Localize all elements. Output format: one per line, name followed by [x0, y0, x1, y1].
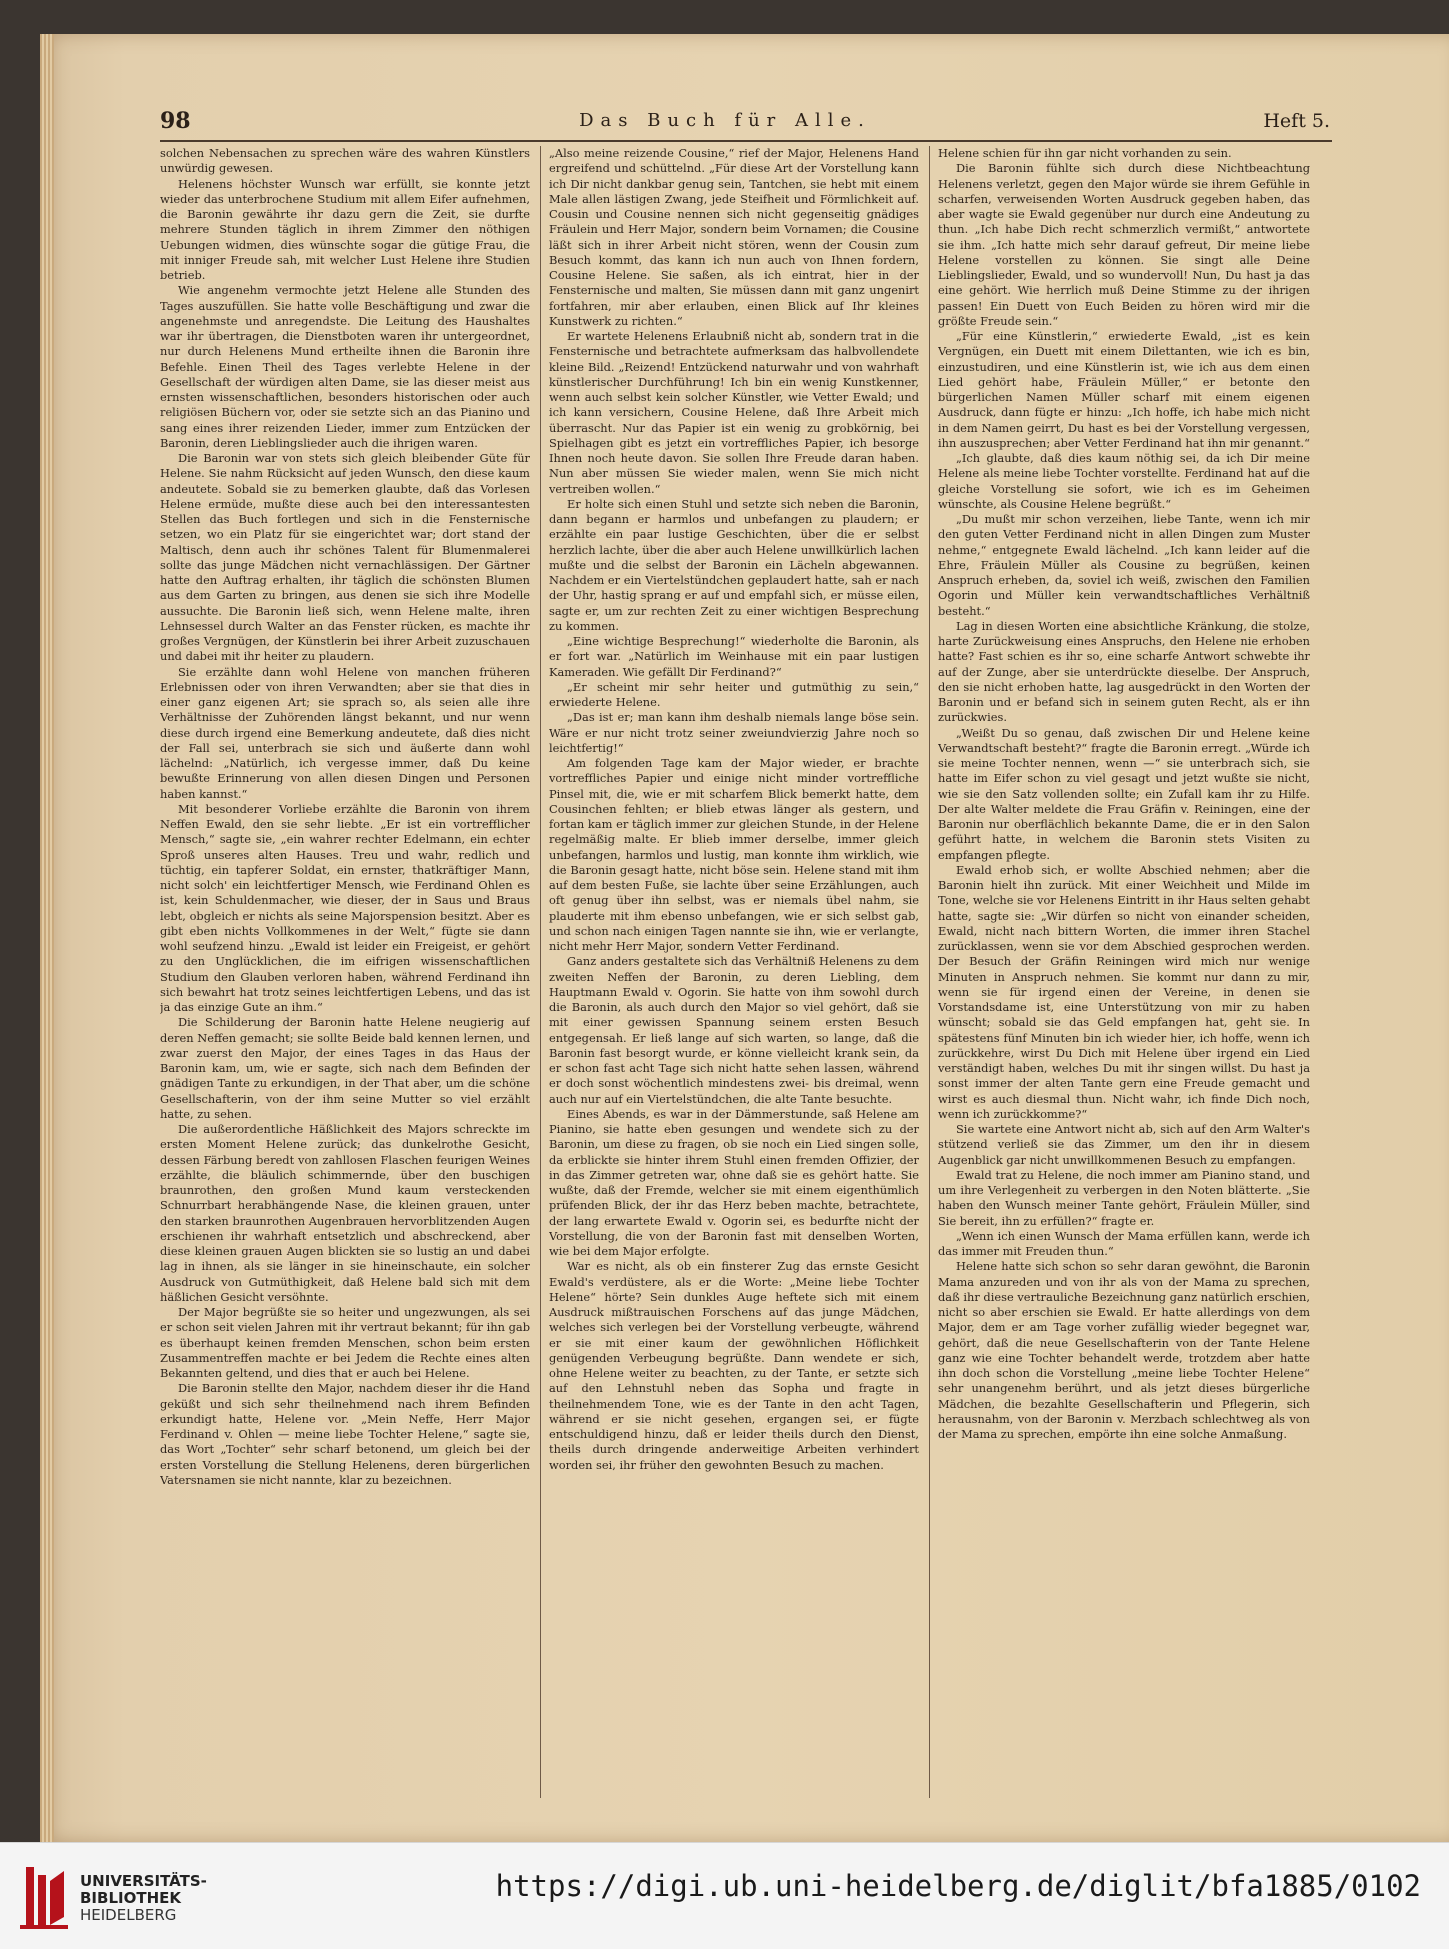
paragraph: Er holte sich einen Stuhl und setzte sich neben die Baronin, dann begann er harmlos und unbefangen zu plaudern; er erzählte ein paar lustige Geschichten, über die er selbst herzlich lachte, über die aber auch Helene unwillkürlich lachen mußte und die selbst der Baronin ein Lächeln abgewannen. Nachdem er ein Viertelstündchen geplaudert hatte, sah er nach der Uhr, hastig sprang er auf und empfahl sich, er müsse eilen, sagte er, um zur rechten Zeit zu einer wichtigen Besprechung zu kommen.	[549, 496, 919, 633]
paragraph: Ewald erhob sich, er wollte Abschied nehmen; aber die Baronin hielt ihn zurück. Mit einer Weichheit und Milde im Tone, welche sie vor Helenens Eintritt in ihr Haus selten gehabt hatte, sagte sie: „Wir dürfen so nicht von einander scheiden, Ewald, nicht nach bittern Worten, die immer ihren Stachel zurücklassen, wenn sie vor dem Abschied gesprochen werden. Der Besuch der Gräfin Reiningen wird mich nur wenige Minuten in Anspruch nehmen. Sie kommt nur dann zu mir, wenn sie für irgend einen der Vereine, in denen sie Vorstandsdame ist, eine Unterstützung von mir zu haben wünscht; sobald sie das Geld empfangen hat, geht sie. In spätestens fünf Minuten bin ich wieder hier, ich hoffe, wenn ich zurückkehre, wirst Du Dich mit Helene über irgend ein Lied verständigt haben, welches Du mit ihr singen willst. Du hast ja sonst immer der alten Tante gern eine Freude gemacht und wirst es auch diesmal thun. Nicht wahr, ich finde Dich noch, wenn ich zurückkomme?“	[938, 862, 1310, 1121]
text-column-middle	[549, 146, 919, 1798]
paragraph: Sie erzählte dann wohl Helene von manchen früheren Erlebnissen oder von ihren Verwandten; aber sie that dies in einer ganz eigenen Art; sie sprach so, als seien alle ihre Verhältnisse der Zuhörenden längst bekannt, und nur wenn diese durch irgend eine Bemerkung andeutete, daß dies nicht der Fall sei, unterbrach sie sich und äußerte dann wohl lächelnd: „Natürlich, ich vergesse immer, daß Du keine bewußte Erinnerung von allen diesen Dingen und Personen haben kannst.“	[160, 664, 530, 801]
paragraph: Helenens höchster Wunsch war erfüllt, sie konnte jetzt wieder das unterbrochene Studium mit allem Eifer aufnehmen, die Baronin gewährte ihr dazu gern die Zeit, sie durfte mehrere Stunden täglich in ihrem Zimmer den nöthigen Uebungen widmen, dies wünschte sogar die gütige Frau, die mit inniger Freude sah, mit welcher Lust Helene ihre Studien betrieb.	[160, 176, 530, 282]
paragraph: „Du mußt mir schon verzeihen, liebe Tante, wenn ich mir den guten Vetter Ferdinand nicht in allen Dingen zum Muster nehme,“ entgegnete Ewald lächelnd. „Ich kann leider auf die Ehre, Fräulein Müller als Cousine zu begrüßen, keinen Anspruch erheben, da, soviel ich weiß, zwischen den Familien Ogorin und Müller kein verwandtschaftliches Verhältniß besteht.“	[938, 512, 1310, 618]
magazine-title: Das Buch für Alle.	[579, 110, 871, 131]
paragraph: Lag in diesen Worten eine absichtliche Kränkung, die stolze, harte Zurückweisung eines Anspruchs, den Helene nie erhoben hatte? Fast schien es ihr so, eine scharfe Antwort schwebte ihr auf der Zunge, aber sie unterdrückte dieselbe. Der Anspruch, den sie nicht erhoben hatte, lag ausgedrückt in den Worten der Baronin und er befand sich in seinem guten Recht, als er ihn zurückwies.	[938, 618, 1310, 725]
paragraph: „Also meine reizende Cousine,“ rief der Major, Helenens Hand ergreifend und schüttelnd. „Für diese Art der Vorstellung kann ich Dir nicht dankbar genug sein, Tantchen, sie hebt mit einem Male allen lästigen Zwang, jede Steifheit und Förmlichkeit auf. Cousin und Cousine nennen sich nicht gegenseitig gnädiges Fräulein und Herr Major, sondern beim Vornamen; die Cousine läßt sich in ihrer Arbeit nicht stören, wenn der Cousin zum Besuch kommt, das kann ich nun auch von Ihnen fordern, Cousine Helene. Sie saßen, als ich eintrat, hier in der Fensternische und malten, Sie müssen dann mit ganz ungenirt fortfahren, mir aber erlauben, einen Blick auf Ihr kleines Kunstwerk zu richten.“	[549, 146, 919, 328]
paragraph: Helene schien für ihn gar nicht vorhanden zu sein.	[938, 146, 1232, 160]
paragraph: Mit besonderer Vorliebe erzählte die Baronin von ihrem Neffen Ewald, den sie sehr liebte. „Er ist ein vortrefflicher Mensch,“ sagte sie, „ein wahrer rechter Edelmann, ein echter Sproß unseres alten Hauses. Treu und wahr, redlich und tüchtig, ein tapferer Soldat, ein ernster, thatkräftiger Mann, nicht solch' ein leichtfertiger Mensch, wie Ferdinand Ohlen es ist, kein Schuldenmacher, wie dieser, der in Saus und Braus lebt, obgleich er nichts als seine Majorspension besitzt. Aber es gibt eben nichts Vollkommenes in der Welt,“ fügte sie dann wohl seufzend hinzu. „Ewald ist leider ein Freigeist, er gehört zu den Unglücklichen, die im eifrigen wissenschaftlichen Studium den Glauben verloren haben, während Ferdinand ihn sich bewahrt hat trotz seines leichtfertigen Lebens, und das ist ja das einzige Gute an ihm.“	[160, 801, 530, 1014]
paragraph: „Wenn ich einen Wunsch der Mama erfüllen kann, werde ich das immer mit Freuden thun.“	[938, 1228, 1310, 1258]
text-column-right	[938, 146, 1310, 1798]
issue-label: Heft 5.	[1263, 110, 1330, 132]
permalink-url[interactable]: https://digi.ub.uni-heidelberg.de/diglit/bfa1885/0102	[495, 1869, 1421, 1903]
library-name[interactable]	[80, 1873, 207, 1924]
page-number: 98	[160, 108, 191, 134]
paragraph: Die Baronin war von stets sich gleich bleibender Güte für Helene. Sie nahm Rücksicht auf jeden Wunsch, den diese kaum andeutete. Sobald sie zu bemerken glaubte, daß das Vorlesen Helene ermüde, mußte diese auch bei den interessantesten Stellen das Buch fortlegen und sich in die Fensternische setzen, wo ein Platz für sie eingerichtet war; dort stand der Maltisch, denn auch ihr schönes Talent für Blumenmalerei sollte das junge Mädchen nicht vernachlässigen. Der Gärtner hatte den Auftrag erhalten, ihr täglich die schönsten Blumen aus dem Garten zu bringen, aus denen sie sich ihre Modelle aussuchte. Die Baronin ließ sich, wenn Helene malte, ihren Lehnsessel durch Walter an das Fenster rücken, es machte ihr großes Vergnügen, der Künstlerin bei ihrer Arbeit zuzuschauen und dabei mit ihr heiter zu plaudern.	[160, 451, 530, 664]
paragraph: Am folgenden Tage kam der Major wieder, er brachte vortreffliches Papier und einige nicht minder vortreffliche Pinsel mit, die, wie er mit scharfem Blick bemerkt hatte, dem Cousinchen fehlten; er blieb etwas länger als gestern, und fortan kam er täglich immer zur gleichen Stunde, in der Helene regelmäßig malte. Er blieb immer derselbe, immer gleich unbefangen, harmlos und lustig, man konnte ihm wirklich, wie die Baronin gesagt hatte, nicht böse sein. Helene stand mit ihm auf dem besten Fuße, sie lachte über seine Erzählungen, auch oft genug über ihn selbst, was er niemals übel nahm, sie plauderte mit ihm ebenso unbefangen, wie er sich selbst gab, und schon nach einigen Tagen nannte sie ihn, wie er verlangte, nicht mehr Herr Major, sondern Vetter Ferdinand.	[549, 756, 919, 953]
paragraph: „Eine wichtige Besprechung!“ wiederholte die Baronin, als er fort war. „Natürlich im Weinhause mit ein paar lustigen Kameraden. Wie gefällt Dir Ferdinand?“	[549, 634, 919, 679]
paragraph: Eines Abends, es war in der Dämmerstunde, saß Helene am Pianino, sie hatte eben gesungen und wendete sich zu der Baronin, um diese zu fragen, ob sie noch ein Lied singen solle, da erblickte sie hinter ihrem Stuhl einen fremden Offizier, der in das Zimmer getreten war, ohne daß sie es gehört hatte. Sie wußte, daß der Fremde, welcher sie mit einem eigenthümlich prüfenden Blick, der ihr das Herz beben machte, betrachtete, der lang erwartete Ewald v. Ogorin sei, es bedurfte nicht der Vorstellung, die von der Baronin fast mit denselben Worten, wie bei dem Major erfolgte.	[549, 1106, 919, 1258]
viewer-footer	[0, 1842, 1449, 1949]
paragraph: „Das ist er; man kann ihm deshalb niemals lange böse sein. Wäre er nur nicht trotz seiner zweiundvierzig Jahre noch so leichtfertig!“	[549, 710, 919, 755]
column-divider	[929, 146, 930, 1798]
paragraph: Die Baronin fühlte sich durch diese Nichtbeachtung Helenens verletzt, gegen den Major würde sie ihrem Gefühle in scharfen, verweisenden Worten Ausdruck gegeben haben, das aber wagte sie Ewald gegenüber nur durch eine Andeutung zu thun. „Ich habe Dich recht schmerzlich vermißt,“ antwortete sie ihm. „Ich hatte mich sehr darauf gefreut, Dir meine liebe Helene vorstellen zu können. Sie singt alle Deine Lieblingslieder, Ewald, und so wundervoll! Nun, Du hast ja das eine gehört. Wie herrlich muß Deine Stimme zu der ihrigen passen! Ein Duett von Euch Beiden zu hören wird mir die größte Freude sein.“	[938, 161, 1310, 328]
page-header	[120, 108, 1330, 138]
paragraph: Helene hatte sich schon so sehr daran gewöhnt, die Baronin Mama anzureden und von ihr als von der Mama zu sprechen, daß ihr diese vertrauliche Bezeichnung ganz natürlich erschien, nicht so aber erschien sie Ewald. Er hatte allerdings von dem Major, dem er am Tage vorher zufällig wieder begegnet war, gehört, daß die neue Gesellschafterin von der Tante Helene ganz wie eine Tochter behandelt werde, trotzdem aber hatte ihn doch schon die Vorstellung „meine liebe Tochter Helene“ sehr unangenehm berührt, und als jetzt dieses bürgerliche Mädchen, die bezahlte Gesellschafterin und Pflegerin, sich herausnahm, von der Baronin v. Merzbach schlechtweg als von der Mama zu sprechen, empörte ihn eine solche Anmaßung.	[938, 1259, 1310, 1441]
paragraph: Die Baronin stellte den Major, nachdem dieser ihr die Hand geküßt und sich sehr theilnehmend nach ihrem Befinden erkundigt hatte, Helene vor. „Mein Neffe, Herr Major Ferdinand v. Ohlen — meine liebe Tochter Helene,“ sagte sie, das Wort „Tochter“ sehr scharf betonend, um gleich bei der ersten Vorstellung die Stellung Helenens, deren bürgerlichen Vatersnamen sie nicht nannte, klar zu bezeichnen.	[160, 1381, 530, 1487]
paragraph: „Weißt Du so genau, daß zwischen Dir und Helene keine Verwandtschaft besteht?“ fragte die Baronin erregt. „Würde ich sie meine Tochter nennen, wenn —“ sie unterbrach sich, sie hatte im Eifer schon zu viel gesagt und jetzt wußte sie nicht, wie sie den Satz vollenden sollte; ein Zufall kam ihr zu Hilfe. Der alte Walter meldete die Frau Gräfin v. Reiningen, eine der Baronin nur oberflächlich bekannte Dame, die er in den Salon geführt hatte, in welchem die Baronin stets Visiten zu empfangen pflegte.	[938, 725, 1310, 862]
university-library-logo-icon	[16, 1861, 72, 1933]
paragraph: solchen Nebensachen zu sprechen wäre des wahren Künstlers unwürdig gewesen.	[160, 146, 530, 176]
library-name-line: UNIVERSITÄTS-	[80, 1872, 207, 1890]
paragraph: Ganz anders gestaltete sich das Verhältniß Helenens zu dem zweiten Neffen der Baronin, zu deren Liebling, dem Hauptmann Ewald v. Ogorin. Sie hatte von ihm sowohl durch die Baronin, als auch durch den Major so viel gehört, daß sie mit einer gewissen Spannung seinem ersten Besuch entgegensah. Er ließ lange auf sich warten, so lange, daß die Baronin fast besorgt wurde, er könne vielleicht krank sein, da er schon fast acht Tage sich nicht hatte sehen lassen, während er doch sonst wöchentlich mindestens zwei- bis dreimal, wenn auch nur auf ein Viertelstündchen, die alte Tante besuchte.	[549, 954, 919, 1106]
paragraph: War es nicht, als ob ein finsterer Zug das ernste Gesicht Ewald's verdüstere, als er die Worte: „Meine liebe Tochter Helene“ hörte? Sein dunkles Auge heftete sich mit einem Ausdruck mißtrauischen Forschens auf das junge Mädchen, welches sich verlegen bei der Vorstellung verbeugte, während er sie mit einer kaum der gewöhnlichen Höflichkeit genügenden Verbeugung begrüßte. Dann wendete er sich, ohne Helene weiter zu beachten, zu der Tante, er setzte sich auf den Lehnstuhl neben das Sopha und fragte in theilnehmendem Tone, wie es der Tante in den acht Tagen, während er sie nicht gesehen, ergangen sei, er fügte entschuldigend hinzu, daß er leider theils durch den Dienst, theils durch dringende anderweitige Arbeiten verhindert worden sei, ihr früher den gewohnten Besuch zu machen.	[549, 1259, 919, 1472]
paragraph: Die außerordentliche Häßlichkeit des Majors schreckte im ersten Moment Helene zurück; das dunkelrothe Gesicht, dessen Färbung beredt von zahllosen Flaschen feurigen Weines erzählte, die bläulich schimmernde, über den buschigen braunrothen, den großen Mund kaum versteckenden Schnurrbart herabhängende Nase, die kleinen grauen, unter den starken braunrothen Augenbrauen hervorblitzenden Augen erschienen ihr wahrhaft entsetzlich und abschreckend, aber diese kleinen grauen Augen blickten sie so lustig an und dabei lag in ihnen, als sie länger in sie hineinschaute, ein solcher Ausdruck von Gutmüthigkeit, daß Helene bald sich mit dem häßlichen Gesicht versöhnte.	[160, 1122, 530, 1304]
paragraph: „Für eine Künstlerin,“ erwiederte Ewald, „ist es kein Vergnügen, ein Duett mit einem Dilettanten, wie ich es bin, einzustudiren, und eine Künstlerin ist, wie ich aus dem einen Lied gehört habe, Fräulein Müller,“ er betonte den bürgerlichen Namen Müller scharf mit einem eigenen Ausdruck, dann fügte er hinzu: „Ich hoffe, ich habe mich nicht in dem Namen geirrt, Du hast es bei der Vorstellung vergessen, ihn auszusprechen; aber Vetter Ferdinand hat ihn mir genannt.“	[938, 329, 1310, 450]
paragraph: Die Schilderung der Baronin hatte Helene neugierig auf deren Neffen gemacht; sie sollte Beide bald kennen lernen, und zwar zuerst den Major, der eines Tages in das Haus der Baronin kam, um, wie er sagte, sich nach dem Befinden der gnädigen Tante zu erkundigen, in der That aber, um die schöne Gesellschafterin, von der ihm seine Mutter so viel erzählt hatte, zu sehen.	[160, 1015, 530, 1121]
library-name-line: HEIDELBERG	[80, 1906, 177, 1924]
paragraph: „Er scheint mir sehr heiter und gutmüthig zu sein,“ erwiederte Helene.	[549, 679, 919, 709]
paragraph: Der Major begrüßte sie so heiter und ungezwungen, als sei er schon seit vielen Jahren mit ihr vertraut bekannt; für ihn gab es überhaupt keinen fremden Menschen, schon beim ersten Zusammentreffen machte er bei Jedem die Rechte eines alten Bekannten geltend, und dies that er auch bei Helene.	[160, 1305, 530, 1380]
header-rule	[160, 140, 1332, 142]
paragraph: Er wartete Helenens Erlaubniß nicht ab, sondern trat in die Fensternische und betrachtete aufmerksam das halbvollendete kleine Bild. „Reizend! Entzückend naturwahr und von wahrhaft künstlerischer Durchführung! Ich bin ein wenig Kunstkenner, wenn auch selbst kein solcher Künstler, wie Vetter Ewald; und ich kann versichern, Cousine Helene, daß Ihre Arbeit mich überrascht. Nur das Papier ist ein wenig zu grobkörnig, bei Spielhagen gibt es jetzt ein vortreffliches Papier, ich besorge Ihnen noch heute davon. Sie sollen Ihre Freude daran haben. Nun aber müssen Sie wieder malen, wenn Sie mich nicht vertreiben wollen.“	[549, 329, 919, 496]
column-divider	[540, 146, 541, 1798]
text-column-left	[160, 146, 530, 1798]
library-name-line: BIBLIOTHEK	[80, 1889, 181, 1907]
paragraph: „Ich glaubte, daß dies kaum nöthig sei, da ich Dir meine Helene als meine liebe Tochter vorstellte. Ferdinand hat auf die gleiche Vorstellung sie sofort, wie ich es im Geheimen wünschte, als Cousine Helene begrüßt.“	[938, 451, 1310, 511]
paragraph: Wie angenehm vermochte jetzt Helene alle Stunden des Tages auszufüllen. Sie hatte volle Beschäftigung und zwar die angenehmste und anregendste. Die Leitung des Haushaltes war ihr übertragen, die Dienstboten waren ihr untergeordnet, nur durch Helenens Mund ertheilte ihnen die Baronin ihre Befehle. Einen Theil des Tages verlebte Helene in der Gesellschaft der würdigen alten Dame, sie las dieser meist aus ernsten wissenschaftlichen, besonders historischen oder auch religiösen Büchern vor, oder sie setzte sich an das Pianino und sang eines ihrer reizenden Lieder, immer zum Entzücken der Baronin, deren Lieblingslieder auch die ihrigen waren.	[160, 283, 530, 450]
page-edges	[40, 34, 54, 1842]
paragraph: Ewald trat zu Helene, die noch immer am Pianino stand, und um ihre Verlegenheit zu verbergen in den Noten blätterte. „Sie haben den Wunsch meiner Tante gehört, Fräulein Müller, sind Sie bereit, ihn zu erfüllen?“ fragte er.	[938, 1167, 1310, 1228]
paragraph: Sie wartete eine Antwort nicht ab, sich auf den Arm Walter's stützend verließ sie das Zimmer, um den ihr in diesem Augenblick gar nicht unwillkommenen Besuch zu empfangen.	[938, 1122, 1310, 1167]
